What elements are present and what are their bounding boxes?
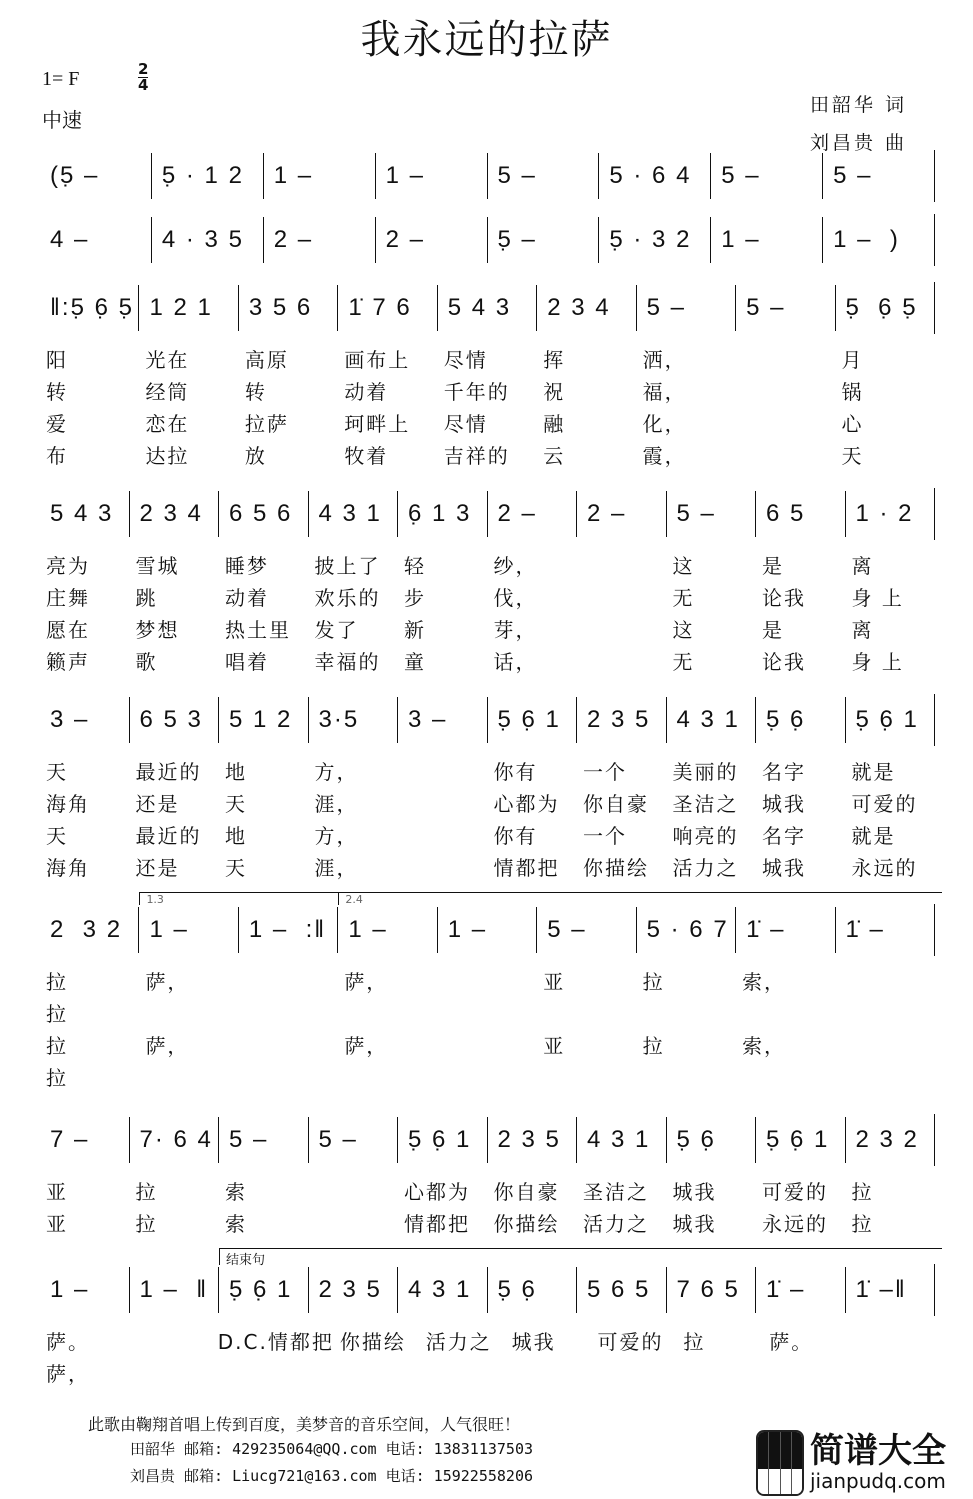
lyric-syllables: 圣洁之: [583, 1179, 649, 1204]
measure: 5̣ 6̣: [487, 1267, 577, 1313]
lyric-syllables: 纱，: [493, 553, 538, 578]
site-logo: [756, 1430, 946, 1496]
lyric-syllables: 一个: [583, 823, 627, 848]
system-8: [40, 1253, 935, 1388]
lyric-syllables: 拉: [46, 1001, 68, 1026]
lyric-syllables: 放: [244, 443, 267, 468]
lyric-syllables: 海角: [46, 791, 90, 816]
measure: 3 –: [50, 706, 90, 733]
lyric-syllables: 拉: [642, 1033, 665, 1058]
lyric-syllables: 幸福的: [314, 649, 381, 674]
lyric-syllables: 福，: [642, 379, 687, 404]
notation-row: [40, 694, 935, 746]
measure: 5̣ · 3 2: [598, 217, 710, 263]
footer-contact-composer: 刘昌贵 邮箱: Liucg721@163.com 电话: 15922558206: [130, 1467, 534, 1485]
lyric-syllables: 亚: [543, 969, 566, 994]
lyric-syllables: 一个: [583, 759, 627, 784]
lyric-syllables: 天: [225, 855, 247, 880]
lyric-syllables: 唱着: [225, 649, 269, 674]
lyric-syllables: 月: [841, 347, 864, 372]
notation-row: [40, 1264, 935, 1316]
lyric-line-2: [40, 1356, 935, 1388]
logo-url: jianpudq.com: [810, 1469, 946, 1493]
lyric-syllables: 歌: [135, 649, 158, 674]
lyric-syllables: 披上了: [314, 553, 381, 578]
measure: 1 2 1: [138, 285, 237, 331]
measure: 5̣ 6̣ 1: [487, 697, 577, 743]
lyric-syllables: 伐，: [493, 585, 538, 610]
measure: (5̣ –: [50, 162, 100, 189]
lyric-syllables: 拉: [642, 969, 665, 994]
measure: 5̣ 6̣: [666, 1117, 756, 1163]
measure: 1 – ): [822, 217, 934, 263]
system-3: [40, 282, 935, 470]
lyric-line-1: [40, 754, 935, 786]
measure: 5̣ 6̣: [755, 697, 845, 743]
measure: 5 –: [218, 1117, 308, 1163]
lyric-line-3: [40, 612, 935, 644]
lyric-line-2: [40, 786, 935, 818]
lyric-syllables: 拉: [851, 1211, 874, 1236]
measure: 1̇ –: [835, 907, 934, 953]
lyric-syllables: 你描绘: [493, 1211, 560, 1236]
lyric-syllables: 是: [762, 553, 784, 578]
song-title: 我永远的拉萨: [360, 17, 613, 63]
lyric-line-2: [40, 1206, 935, 1238]
lyric-syllables: 索: [225, 1211, 247, 1236]
measure: 1̇ –: [735, 907, 834, 953]
lyric-syllables: 光在: [145, 347, 190, 372]
notation-row: [40, 150, 935, 202]
lyric-syllables: 天: [225, 791, 247, 816]
notation-row: [40, 214, 935, 266]
lyric-line-4: [40, 438, 935, 470]
measure: 4 · 3 5: [151, 217, 263, 263]
lyric-syllables: 芽，: [493, 617, 538, 642]
lyric-syllables: 情都把: [404, 1211, 470, 1236]
lyric-syllables: 转: [46, 379, 68, 404]
measure: 5 –: [822, 153, 934, 199]
lyric-syllables: 索: [225, 1179, 247, 1204]
ending-bracket: 结束句: [219, 1248, 942, 1265]
lyric-syllables: 阳: [46, 347, 68, 372]
measure: 4 3 1: [666, 697, 756, 743]
lyric-syllables: 方，: [314, 759, 359, 784]
lyric-syllables: 欢乐的: [314, 585, 381, 610]
measure: 4 3 1: [308, 491, 398, 537]
lyric-syllables: 心: [841, 411, 864, 436]
lyric-syllables: 永远的: [762, 1211, 828, 1236]
measure: 2 3 2: [50, 916, 123, 943]
lyric-syllables: 城我: [762, 855, 806, 880]
lyric-syllables: 涯，: [314, 855, 359, 880]
lyric-syllables: 愿在: [46, 617, 90, 642]
lyric-syllables: 是: [762, 617, 784, 642]
lyric-syllables: 萨。: [46, 1329, 90, 1354]
lyric-line-1: [40, 1174, 935, 1206]
lyric-syllables: 涯，: [314, 791, 359, 816]
measure: 6̣ 1 3: [397, 491, 487, 537]
lyric-syllables: 无: [672, 649, 695, 674]
lyric-syllables: 论我: [762, 585, 806, 610]
lyric-syllables: 索，: [742, 969, 787, 994]
lyric-line-1: [40, 342, 935, 374]
meter-top: 2: [138, 60, 149, 78]
measure: 2 –: [487, 491, 577, 537]
measure: 2 3 5: [576, 697, 666, 743]
key-signature: 1= F: [42, 68, 80, 90]
measure: 5 –: [308, 1117, 398, 1163]
measure: 5 –: [536, 907, 635, 953]
lyric-syllables: 萨，: [46, 1361, 90, 1386]
measure: 6 5 3: [129, 697, 219, 743]
lyric-syllables: 祝: [543, 379, 566, 404]
lyric-syllables: 拉萨: [244, 411, 289, 436]
measure: 1 –: [375, 153, 487, 199]
lyric-syllables: 达拉: [145, 443, 190, 468]
notation-row: [40, 488, 935, 540]
measure: 3 5 6: [238, 285, 337, 331]
notation-row: [40, 904, 935, 956]
lyric-syllables: 圣洁之: [672, 791, 739, 816]
lyric-syllables: 这: [672, 553, 695, 578]
lyric-line-2: [40, 580, 935, 612]
lyric-syllables: 索，: [742, 1033, 787, 1058]
lyric-syllables: 你有: [493, 823, 538, 848]
lyric-syllables: 拉: [683, 1329, 706, 1354]
lyric-line-4: [40, 850, 935, 882]
lyric-syllables: 城我: [672, 1211, 717, 1236]
measure: 5̣ · 1 2: [151, 153, 263, 199]
lyric-syllables: 亚: [46, 1211, 68, 1236]
measure: ‖:5̣ 6̣ 5̣: [50, 294, 134, 321]
measure: 5 · 6 7: [636, 907, 735, 953]
measure: 2 3 5: [308, 1267, 398, 1313]
measure: 2 3 4: [536, 285, 635, 331]
lyric-syllables: 最近的: [135, 823, 202, 848]
lyric-syllables: 庄舞: [46, 585, 90, 610]
lyric-syllables: 转: [244, 379, 267, 404]
measure: 1 –: [710, 217, 822, 263]
notation-row: [40, 1114, 935, 1166]
lyric-syllables: 轻: [404, 553, 426, 578]
lyric-syllables: 锅: [841, 379, 864, 404]
lyric-syllables: 心都为: [404, 1179, 470, 1204]
lyric-line-3: [40, 1028, 935, 1060]
footer-contact-lyricist: 田韶华 邮箱: 429235064@QQ.com 电话: 13831137503: [130, 1440, 534, 1458]
measure: 7 6 5: [666, 1267, 756, 1313]
measure: 2 3 2: [845, 1117, 935, 1163]
lyric-syllables: 拉: [135, 1179, 158, 1204]
lyric-line-4: [40, 644, 935, 676]
measure: 6 5: [755, 491, 845, 537]
lyric-line-1: [40, 548, 935, 580]
lyric-line-2: [40, 374, 935, 406]
lyric-syllables: 牧着: [344, 443, 389, 468]
lyric-syllables: 活力之: [425, 1329, 492, 1354]
measure: 1̇ –: [755, 1267, 845, 1313]
lyric-syllables: 吉祥的: [443, 443, 510, 468]
lyric-syllables: 画布上: [344, 347, 411, 372]
lyric-syllables: 你有: [493, 759, 538, 784]
measure: 5 4 3: [50, 500, 114, 527]
lyric-syllables: 永远的: [851, 855, 918, 880]
lyric-syllables: 你自豪: [493, 1179, 560, 1204]
lyric-syllables: D.C.情都把: [217, 1329, 334, 1354]
lyric-syllables: 你自豪: [583, 791, 649, 816]
lyric-line-4: [40, 1060, 935, 1092]
lyric-syllables: 新: [404, 617, 426, 642]
measure: 1 – ‖: [129, 1267, 219, 1313]
measure: 5 · 6 4: [598, 153, 710, 199]
lyric-syllables: 睡梦: [225, 553, 269, 578]
measure: 5 –: [710, 153, 822, 199]
lyric-syllables: 动着: [344, 379, 389, 404]
lyric-syllables: 地: [225, 823, 247, 848]
measure: 1 –: [263, 153, 375, 199]
measure: 5 4 3: [437, 285, 536, 331]
lyric-syllables: 发了: [314, 617, 359, 642]
lyric-syllables: 拉: [135, 1211, 158, 1236]
lyric-syllables: 高原: [244, 347, 289, 372]
measure: 3·5: [308, 697, 398, 743]
lyric-syllables: 城我: [672, 1179, 717, 1204]
lyric-syllables: 恋在: [145, 411, 190, 436]
lyric-syllables: 名字: [762, 823, 806, 848]
time-signature: [138, 62, 148, 93]
lyric-syllables: 云: [543, 443, 566, 468]
measure: 1̇ 7 6: [337, 285, 436, 331]
lyric-syllables: 身 上: [851, 585, 904, 610]
piano-keys-icon: [756, 1430, 804, 1496]
measure: 4 3 1: [397, 1267, 487, 1313]
lyric-syllables: 融: [543, 411, 566, 436]
measure: 5 6 5: [576, 1267, 666, 1313]
lyric-syllables: 洒，: [642, 347, 687, 372]
measure: 5̣ 6̣ 5̣: [835, 285, 934, 331]
lyric-syllables: 还是: [135, 791, 180, 816]
composer-credit: 刘昌贵 曲: [810, 132, 908, 154]
lyric-syllables: 地: [225, 759, 247, 784]
measure: 6 5 6: [218, 491, 308, 537]
lyric-syllables: 步: [404, 585, 426, 610]
lyric-syllables: 响亮的: [672, 823, 739, 848]
lyric-syllables: 拉: [851, 1179, 874, 1204]
measure: 2 3 5: [487, 1117, 577, 1163]
lyric-syllables: 无: [672, 585, 695, 610]
measure: 4 3 1: [576, 1117, 666, 1163]
lyric-line-3: [40, 406, 935, 438]
measure: 7· 6 4: [129, 1117, 219, 1163]
lyric-syllables: 珂畔上: [344, 411, 411, 436]
volta-bracket-2: 2.4: [338, 892, 942, 905]
lyric-syllables: 挥: [543, 347, 566, 372]
lyric-syllables: 方，: [314, 823, 359, 848]
measure: 1 – :‖: [238, 907, 337, 953]
lyric-syllables: 萨。: [769, 1329, 814, 1354]
lyric-syllables: 天: [46, 823, 68, 848]
lyric-line-3: [40, 818, 935, 850]
lyric-syllables: 亮为: [46, 553, 90, 578]
lyric-syllables: 经筒: [145, 379, 190, 404]
lyric-syllables: 尽情: [443, 347, 488, 372]
measure: 5 1 2: [218, 697, 308, 743]
measure: 1 –: [138, 907, 237, 953]
tempo-marking: 中速: [42, 108, 82, 132]
lyric-syllables: 海角: [46, 855, 90, 880]
lyric-syllables: 梦想: [135, 617, 180, 642]
lyric-syllables: 活力之: [672, 855, 739, 880]
lyric-syllables: 雪城: [135, 553, 180, 578]
lyric-syllables: 天: [841, 443, 864, 468]
lyric-syllables: 论我: [762, 649, 806, 674]
measure: 7 –: [50, 1126, 90, 1153]
measure: 1̇ –‖: [845, 1267, 935, 1313]
measure: 5 –: [636, 285, 735, 331]
lyric-syllables: 热土里: [225, 617, 291, 642]
score: [40, 150, 935, 1388]
lyric-syllables: 身 上: [851, 649, 904, 674]
lyric-syllables: 这: [672, 617, 695, 642]
lyric-syllables: 话，: [493, 649, 538, 674]
lyric-syllables: 跳: [135, 585, 158, 610]
lyric-syllables: 童: [404, 649, 426, 674]
lyric-syllables: 还是: [135, 855, 180, 880]
lyric-syllables: 城我: [762, 791, 806, 816]
lyric-syllables: 亚: [543, 1033, 566, 1058]
measure: 5̣ 6̣ 1: [755, 1117, 845, 1163]
measure: 5̣ 6̣ 1: [397, 1117, 487, 1163]
lyric-syllables: 萨，: [344, 969, 389, 994]
lyric-syllables: 拉: [46, 969, 68, 994]
volta-bracket-1: 1.3: [139, 892, 345, 905]
lyric-syllables: 离: [851, 617, 874, 642]
measure: 1 –: [337, 907, 436, 953]
measure: 5 –: [735, 285, 834, 331]
measure: 4 –: [50, 226, 90, 253]
lyric-syllables: 美丽的: [672, 759, 739, 784]
lyric-syllables: 萨，: [344, 1033, 389, 1058]
lyric-syllables: 可爱的: [851, 791, 918, 816]
lyric-syllables: 你描绘: [339, 1329, 406, 1354]
lyric-syllables: 活力之: [583, 1211, 649, 1236]
measure: 1 –: [50, 1276, 90, 1303]
lyric-syllables: 最近的: [135, 759, 202, 784]
system-5: [40, 694, 935, 882]
footer-note: 此歌由鞠翔首唱上传到百度，美梦音的音乐空间，人气很旺！: [88, 1415, 521, 1434]
lyric-syllables: 就是: [851, 823, 896, 848]
measure: 5̣ –: [487, 217, 599, 263]
logo-name: 简谱大全: [810, 1431, 946, 1471]
lyric-line-1: [40, 1324, 935, 1356]
system-1: [40, 150, 935, 202]
lyric-syllables: 千年的: [443, 379, 510, 404]
lyric-syllables: 名字: [762, 759, 806, 784]
lyric-line-1: [40, 964, 935, 996]
lyric-syllables: 离: [851, 553, 874, 578]
lyric-syllables: 萨，: [145, 1033, 190, 1058]
measure: 1 · 2: [845, 491, 935, 537]
lyric-syllables: 天: [46, 759, 68, 784]
lyricist-credit: 田韶华 词: [810, 94, 908, 116]
lyric-syllables: 拉: [46, 1033, 68, 1058]
measure: 3 –: [397, 697, 487, 743]
system-6: [40, 893, 935, 1092]
measure: 2 –: [263, 217, 375, 263]
lyric-syllables: 你描绘: [583, 855, 649, 880]
lyric-syllables: 籁声: [46, 649, 90, 674]
measure: 2 3 4: [129, 491, 219, 537]
lyric-syllables: 可爱的: [762, 1179, 828, 1204]
measure: 5 –: [666, 491, 756, 537]
lyric-syllables: 尽情: [443, 411, 488, 436]
measure: 1 –: [437, 907, 536, 953]
measure: 5̣ 6̣ 1: [845, 697, 935, 743]
lyric-syllables: 亚: [46, 1179, 68, 1204]
lyric-syllables: 就是: [851, 759, 896, 784]
lyric-syllables: 化，: [642, 411, 687, 436]
lyric-syllables: 爱: [46, 411, 68, 436]
lyric-syllables: 萨，: [145, 969, 190, 994]
system-7: [40, 1114, 935, 1238]
notation-row: [40, 282, 935, 334]
lyric-syllables: 情都把: [493, 855, 560, 880]
lyric-syllables: 城我: [511, 1329, 556, 1354]
meter-bottom: 4: [138, 76, 149, 94]
lyric-syllables: 可爱的: [597, 1329, 664, 1354]
lyric-syllables: 霞，: [642, 443, 687, 468]
measure: 2 –: [576, 491, 666, 537]
lyric-syllables: 拉: [46, 1065, 68, 1090]
system-4: [40, 488, 935, 676]
lyric-syllables: 动着: [225, 585, 269, 610]
lyric-line-2: [40, 996, 935, 1028]
lyric-syllables: 布: [46, 443, 68, 468]
measure: 2 –: [375, 217, 487, 263]
measure: 5̣ 6̣ 1: [218, 1267, 308, 1313]
lyric-syllables: 心都为: [493, 791, 560, 816]
system-2: [40, 214, 935, 266]
measure: 5 –: [487, 153, 599, 199]
